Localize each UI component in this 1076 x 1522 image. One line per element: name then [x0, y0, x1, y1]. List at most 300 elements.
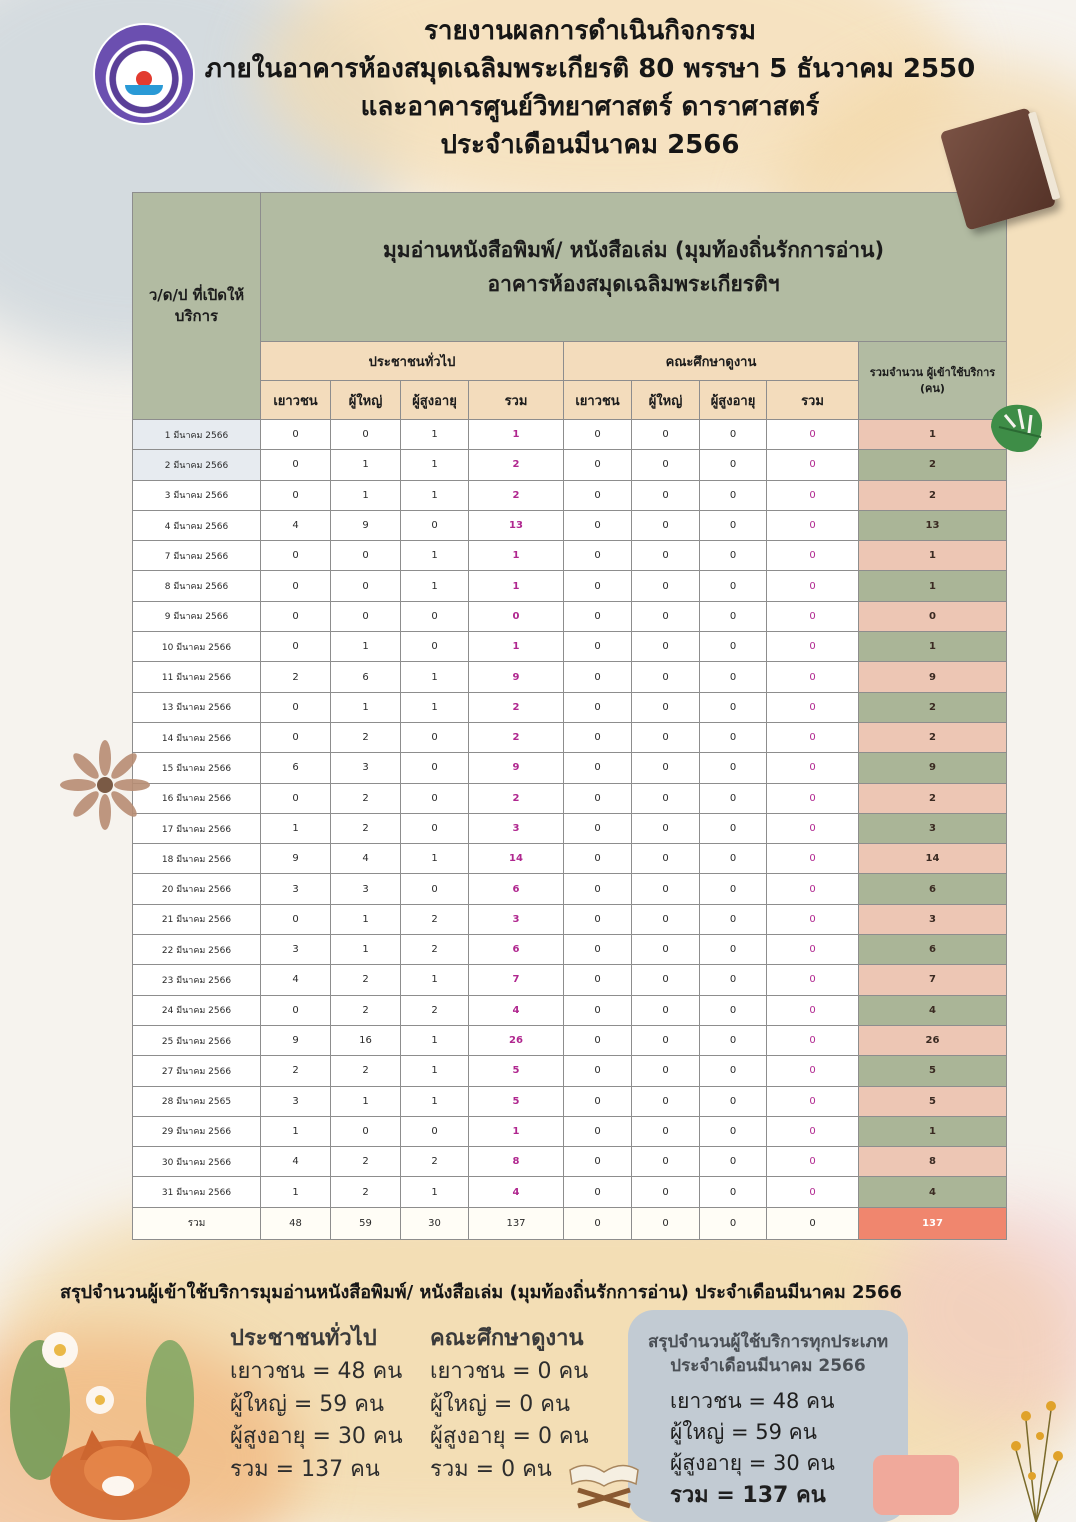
cell-public-elder: 1: [401, 692, 469, 722]
cell-study-elder: 0: [700, 1086, 767, 1116]
cell-study-sum: 0: [767, 783, 859, 813]
summary-public-adult: ผู้ใหญ่ = 59 คน: [230, 1391, 385, 1417]
cell-row-total: 5: [859, 1086, 1007, 1116]
summary-all-box: [628, 1310, 908, 1522]
cell-public-elder: 1: [401, 1025, 469, 1055]
cell-study-youth: 0: [564, 1056, 632, 1086]
row-date: 3 มีนาคม 2566: [133, 480, 261, 510]
cell-public-youth: 3: [261, 935, 331, 965]
summary-all-sum: รวม = 137 คน: [670, 1483, 826, 1508]
summary-public-sum: รวม = 137 คน: [230, 1456, 380, 1482]
summary-all-title-1: สรุปจำนวนผู้ใช้บริการทุกประเภท: [647, 1332, 889, 1352]
cell-row-total: 26: [859, 1025, 1007, 1055]
footer-study-sum: 0: [767, 1207, 859, 1239]
cell-public-sum: 14: [469, 844, 564, 874]
cell-public-elder: 2: [401, 995, 469, 1025]
cell-study-youth: 0: [564, 450, 632, 480]
cell-public-youth: 1: [261, 813, 331, 843]
cell-row-total: 8: [859, 1147, 1007, 1177]
cell-study-adult: 0: [632, 904, 700, 934]
table-row: [133, 753, 1007, 783]
summary-all-title: [628, 1330, 908, 1378]
cell-public-adult: 2: [331, 722, 401, 752]
cell-public-elder: 1: [401, 662, 469, 692]
cell-public-elder: 0: [401, 1116, 469, 1146]
cell-public-youth: 1: [261, 1116, 331, 1146]
cell-public-youth: 4: [261, 965, 331, 995]
summary-all-youth: เยาวชน = 48 คน: [670, 1389, 835, 1413]
cell-study-sum: 0: [767, 541, 859, 571]
title-line-4: ประจำเดือนมีนาคม 2566: [440, 130, 740, 160]
cell-study-elder: 0: [700, 662, 767, 692]
cell-study-adult: 0: [632, 783, 700, 813]
cell-study-adult: 0: [632, 813, 700, 843]
cell-public-sum: 3: [469, 813, 564, 843]
footer-public-youth: 48: [261, 1207, 331, 1239]
cell-public-sum: 26: [469, 1025, 564, 1055]
cell-study-sum: 0: [767, 1116, 859, 1146]
cell-study-elder: 0: [700, 541, 767, 571]
footer-public-adult: 59: [331, 1207, 401, 1239]
cell-public-elder: 1: [401, 571, 469, 601]
footer-label: รวม: [133, 1207, 261, 1239]
cell-public-sum: 5: [469, 1056, 564, 1086]
cell-public-adult: 1: [331, 692, 401, 722]
cell-study-youth: 0: [564, 1086, 632, 1116]
cell-public-adult: 6: [331, 662, 401, 692]
row-date: 13 มีนาคม 2566: [133, 692, 261, 722]
wildflower-illustration-icon: [996, 1380, 1076, 1522]
public-elder-header: ผู้สูงอายุ: [401, 381, 469, 420]
cell-study-youth: 0: [564, 935, 632, 965]
cell-study-elder: 0: [700, 480, 767, 510]
cell-study-youth: 0: [564, 692, 632, 722]
cell-public-elder: 0: [401, 753, 469, 783]
summary-all-title-2: ประจำเดือนมีนาคม 2566: [670, 1356, 866, 1376]
cell-public-adult: 2: [331, 1147, 401, 1177]
cell-public-adult: 0: [331, 420, 401, 450]
cell-study-sum: 0: [767, 601, 859, 631]
footer-public-elder: 30: [401, 1207, 469, 1239]
cell-public-elder: 1: [401, 420, 469, 450]
cell-public-sum: 4: [469, 995, 564, 1025]
group-header-public: ประชาชนทั่วไป: [261, 342, 564, 381]
cell-public-elder: 1: [401, 1086, 469, 1116]
cell-study-adult: 0: [632, 1177, 700, 1207]
cell-row-total: 1: [859, 541, 1007, 571]
cell-study-sum: 0: [767, 813, 859, 843]
row-date: 8 มีนาคม 2566: [133, 571, 261, 601]
cell-study-elder: 0: [700, 1177, 767, 1207]
table-row: [133, 1177, 1007, 1207]
footer-public-sum: 137: [469, 1207, 564, 1239]
cell-study-elder: 0: [700, 601, 767, 631]
flower-decoration-icon: [60, 740, 150, 830]
cell-public-adult: 1: [331, 480, 401, 510]
cell-study-elder: 0: [700, 722, 767, 752]
cell-public-sum: 1: [469, 632, 564, 662]
cell-study-sum: 0: [767, 722, 859, 752]
cell-study-adult: 0: [632, 753, 700, 783]
footer-study-elder: 0: [700, 1207, 767, 1239]
cell-row-total: 2: [859, 450, 1007, 480]
cell-public-adult: 2: [331, 1056, 401, 1086]
cell-public-sum: 6: [469, 935, 564, 965]
cell-row-total: 3: [859, 813, 1007, 843]
cell-public-adult: 16: [331, 1025, 401, 1055]
table-row: [133, 844, 1007, 874]
cell-row-total: 0: [859, 601, 1007, 631]
cell-study-youth: 0: [564, 1025, 632, 1055]
cell-study-youth: 0: [564, 965, 632, 995]
cell-study-youth: 0: [564, 813, 632, 843]
cell-study-adult: 0: [632, 844, 700, 874]
cell-public-sum: 2: [469, 692, 564, 722]
cell-row-total: 4: [859, 1177, 1007, 1207]
row-date: 28 มีนาคม 2565: [133, 1086, 261, 1116]
cell-public-youth: 3: [261, 1086, 331, 1116]
cell-study-elder: 0: [700, 995, 767, 1025]
cell-public-youth: 0: [261, 480, 331, 510]
cell-study-sum: 0: [767, 662, 859, 692]
cell-public-sum: 8: [469, 1147, 564, 1177]
cell-public-elder: 2: [401, 935, 469, 965]
row-date: 18 มีนาคม 2566: [133, 844, 261, 874]
cell-public-elder: 2: [401, 904, 469, 934]
cell-study-sum: 0: [767, 935, 859, 965]
cell-public-elder: 0: [401, 813, 469, 843]
cell-public-adult: 2: [331, 995, 401, 1025]
cell-public-youth: 9: [261, 1025, 331, 1055]
cell-study-adult: 0: [632, 1147, 700, 1177]
cell-study-sum: 0: [767, 1086, 859, 1116]
cell-study-youth: 0: [564, 783, 632, 813]
cell-public-youth: 0: [261, 420, 331, 450]
row-date: 22 มีนาคม 2566: [133, 935, 261, 965]
cell-public-adult: 1: [331, 904, 401, 934]
cell-study-youth: 0: [564, 904, 632, 934]
cell-study-sum: 0: [767, 1177, 859, 1207]
cell-study-youth: 0: [564, 1116, 632, 1146]
cell-public-sum: 0: [469, 601, 564, 631]
summary-study-youth: เยาวชน = 0 คน: [430, 1359, 589, 1384]
summary-heading: สรุปจำนวนผู้เข้าใช้บริการมุมอ่านหนังสือพิมพ์/ หนังสือเล่ม (มุมท้องถิ่นรักการอ่าน) ประจำเดือนมีนาคม 2566: [60, 1282, 903, 1303]
cell-row-total: 1: [859, 420, 1007, 450]
cell-public-youth: 0: [261, 995, 331, 1025]
row-date: 29 มีนาคม 2566: [133, 1116, 261, 1146]
cell-study-adult: 0: [632, 541, 700, 571]
cell-row-total: 9: [859, 753, 1007, 783]
cell-study-elder: 0: [700, 904, 767, 934]
cell-public-sum: 5: [469, 1086, 564, 1116]
cell-row-total: 1: [859, 1116, 1007, 1146]
decorative-pink-box: [873, 1455, 959, 1515]
summary-all-elder: ผู้สูงอายุ = 30 คน: [670, 1451, 835, 1475]
cell-public-sum: 13: [469, 510, 564, 540]
table-row: [133, 1056, 1007, 1086]
cell-public-youth: 0: [261, 783, 331, 813]
study-elder-header: ผู้สูงอายุ: [700, 381, 767, 420]
monstera-leaf-icon: [985, 397, 1047, 459]
cell-study-adult: 0: [632, 480, 700, 510]
cell-public-elder: 0: [401, 722, 469, 752]
date-column-header: ว/ด/ป ที่เปิดให้บริการ: [133, 193, 261, 420]
table-footer-row: [133, 1207, 1007, 1239]
cell-study-elder: 0: [700, 783, 767, 813]
cell-row-total: 13: [859, 510, 1007, 540]
main-title-cell: [261, 193, 1007, 342]
cell-public-adult: 3: [331, 874, 401, 904]
table-row: [133, 813, 1007, 843]
row-date: 27 มีนาคม 2566: [133, 1056, 261, 1086]
summary-public-elder: ผู้สูงอายุ = 30 คน: [230, 1424, 403, 1450]
cell-public-youth: 4: [261, 1147, 331, 1177]
cell-public-sum: 4: [469, 1177, 564, 1207]
cell-study-elder: 0: [700, 571, 767, 601]
cell-public-adult: 0: [331, 1116, 401, 1146]
cell-study-elder: 0: [700, 874, 767, 904]
cell-study-adult: 0: [632, 1116, 700, 1146]
cell-study-sum: 0: [767, 692, 859, 722]
cell-study-adult: 0: [632, 510, 700, 540]
cell-study-adult: 0: [632, 632, 700, 662]
cell-study-sum: 0: [767, 995, 859, 1025]
cell-public-adult: 1: [331, 1086, 401, 1116]
cell-public-youth: 0: [261, 450, 331, 480]
cell-public-youth: 0: [261, 904, 331, 934]
row-date: 20 มีนาคม 2566: [133, 874, 261, 904]
row-date: 23 มีนาคม 2566: [133, 965, 261, 995]
summary-study: [430, 1322, 589, 1486]
row-date: 1 มีนาคม 2566: [133, 420, 261, 450]
cell-study-adult: 0: [632, 601, 700, 631]
cell-study-youth: 0: [564, 662, 632, 692]
cell-study-adult: 0: [632, 571, 700, 601]
cell-study-sum: 0: [767, 904, 859, 934]
cell-study-adult: 0: [632, 692, 700, 722]
cell-study-elder: 0: [700, 965, 767, 995]
cell-study-youth: 0: [564, 874, 632, 904]
cell-public-elder: 0: [401, 601, 469, 631]
study-adult-header: ผู้ใหญ่: [632, 381, 700, 420]
cell-study-youth: 0: [564, 722, 632, 752]
cell-study-adult: 0: [632, 1025, 700, 1055]
cell-public-sum: 1: [469, 541, 564, 571]
cell-public-adult: 9: [331, 510, 401, 540]
cell-study-adult: 0: [632, 965, 700, 995]
table-row: [133, 965, 1007, 995]
table-row: [133, 450, 1007, 480]
cell-study-sum: 0: [767, 844, 859, 874]
cell-public-youth: 0: [261, 601, 331, 631]
table-row: [133, 571, 1007, 601]
cell-public-elder: 1: [401, 541, 469, 571]
row-date: 30 มีนาคม 2566: [133, 1147, 261, 1177]
cell-public-elder: 0: [401, 874, 469, 904]
cell-row-total: 6: [859, 874, 1007, 904]
cell-public-youth: 3: [261, 874, 331, 904]
cell-public-adult: 1: [331, 632, 401, 662]
cell-study-sum: 0: [767, 1025, 859, 1055]
title-line-3: และอาคารศูนย์วิทยาศาสตร์ ดาราศาสตร์: [360, 92, 820, 122]
cell-public-sum: 9: [469, 662, 564, 692]
cell-study-sum: 0: [767, 571, 859, 601]
cell-study-elder: 0: [700, 420, 767, 450]
cell-public-youth: 2: [261, 1056, 331, 1086]
summary-study-elder: ผู้สูงอายุ = 0 คน: [430, 1424, 589, 1450]
cell-study-youth: 0: [564, 844, 632, 874]
study-sum-header: รวม: [767, 381, 859, 420]
cell-study-youth: 0: [564, 480, 632, 510]
page-title: [150, 12, 1030, 164]
table-row: [133, 541, 1007, 571]
summary-study-adult: ผู้ใหญ่ = 0 คน: [430, 1391, 571, 1417]
table-row: [133, 783, 1007, 813]
cell-study-adult: 0: [632, 420, 700, 450]
cell-row-total: 1: [859, 632, 1007, 662]
cell-study-elder: 0: [700, 450, 767, 480]
cell-study-youth: 0: [564, 420, 632, 450]
cell-public-adult: 0: [331, 601, 401, 631]
row-date: 14 มีนาคม 2566: [133, 722, 261, 752]
summary-study-sum: รวม = 0 คน: [430, 1456, 552, 1482]
table-body: [133, 420, 1007, 1208]
cell-study-sum: 0: [767, 1147, 859, 1177]
table-row: [133, 420, 1007, 450]
cell-public-adult: 0: [331, 541, 401, 571]
cell-public-youth: 6: [261, 753, 331, 783]
cell-public-youth: 0: [261, 632, 331, 662]
cell-public-elder: 1: [401, 450, 469, 480]
footer-grand-total: 137: [859, 1207, 1007, 1239]
cell-study-elder: 0: [700, 844, 767, 874]
summary-public-youth: เยาวชน = 48 คน: [230, 1359, 403, 1384]
activity-table: [132, 192, 1007, 1240]
cell-public-sum: 2: [469, 722, 564, 752]
cell-study-adult: 0: [632, 662, 700, 692]
cell-study-sum: 0: [767, 965, 859, 995]
study-youth-header: เยาวชน: [564, 381, 632, 420]
row-date: 21 มีนาคม 2566: [133, 904, 261, 934]
row-date: 31 มีนาคม 2566: [133, 1177, 261, 1207]
cell-public-elder: 2: [401, 1147, 469, 1177]
cell-public-elder: 1: [401, 965, 469, 995]
row-date: 2 มีนาคม 2566: [133, 450, 261, 480]
cell-study-elder: 0: [700, 692, 767, 722]
cell-study-sum: 0: [767, 753, 859, 783]
cell-study-sum: 0: [767, 450, 859, 480]
table-row: [133, 662, 1007, 692]
cell-public-youth: 9: [261, 844, 331, 874]
cell-study-adult: 0: [632, 874, 700, 904]
row-date: 9 มีนาคม 2566: [133, 601, 261, 631]
row-date: 16 มีนาคม 2566: [133, 783, 261, 813]
cell-study-adult: 0: [632, 722, 700, 752]
table-row: [133, 1116, 1007, 1146]
cell-public-sum: 9: [469, 753, 564, 783]
cell-study-elder: 0: [700, 1116, 767, 1146]
row-date: 7 มีนาคม 2566: [133, 541, 261, 571]
cell-public-adult: 1: [331, 450, 401, 480]
cell-public-adult: 2: [331, 965, 401, 995]
cell-public-sum: 3: [469, 904, 564, 934]
cell-study-youth: 0: [564, 510, 632, 540]
footer-study-adult: 0: [632, 1207, 700, 1239]
cell-public-youth: 0: [261, 692, 331, 722]
cell-study-adult: 0: [632, 935, 700, 965]
cell-study-adult: 0: [632, 1086, 700, 1116]
cell-study-sum: 0: [767, 632, 859, 662]
cell-public-sum: 2: [469, 480, 564, 510]
cell-study-youth: 0: [564, 753, 632, 783]
cell-public-elder: 1: [401, 844, 469, 874]
cell-study-elder: 0: [700, 1147, 767, 1177]
row-date: 17 มีนาคม 2566: [133, 813, 261, 843]
row-date: 10 มีนาคม 2566: [133, 632, 261, 662]
cell-public-adult: 1: [331, 935, 401, 965]
group-header-study: คณะศึกษาดูงาน: [564, 342, 859, 381]
public-sum-header: รวม: [469, 381, 564, 420]
table-row: [133, 995, 1007, 1025]
cell-study-youth: 0: [564, 1147, 632, 1177]
cell-public-sum: 2: [469, 783, 564, 813]
main-title-line-2: อาคารห้องสมุดเฉลิมพระเกียรติฯ: [487, 272, 780, 296]
cell-study-sum: 0: [767, 420, 859, 450]
cell-public-elder: 0: [401, 783, 469, 813]
main-title-line-1: มุมอ่านหนังสือพิมพ์/ หนังสือเล่ม (มุมท้องถิ่นรักการอ่าน): [382, 238, 885, 262]
table-row: [133, 1147, 1007, 1177]
table-row: [133, 935, 1007, 965]
cell-public-adult: 2: [331, 1177, 401, 1207]
cell-row-total: 5: [859, 1056, 1007, 1086]
cell-row-total: 2: [859, 480, 1007, 510]
table-row: [133, 510, 1007, 540]
cell-public-elder: 0: [401, 510, 469, 540]
cell-public-sum: 1: [469, 1116, 564, 1146]
cell-row-total: 2: [859, 692, 1007, 722]
row-date: 15 มีนาคม 2566: [133, 753, 261, 783]
cell-row-total: 9: [859, 662, 1007, 692]
row-date: 4 มีนาคม 2566: [133, 510, 261, 540]
cell-row-total: 4: [859, 995, 1007, 1025]
fox-illustration-icon: [0, 1290, 220, 1522]
cell-study-youth: 0: [564, 1177, 632, 1207]
cell-study-sum: 0: [767, 480, 859, 510]
cell-study-sum: 0: [767, 1056, 859, 1086]
cell-row-total: 2: [859, 722, 1007, 752]
cell-public-adult: 0: [331, 571, 401, 601]
cell-study-youth: 0: [564, 995, 632, 1025]
table-row: [133, 904, 1007, 934]
cell-public-youth: 0: [261, 722, 331, 752]
summary-study-title: คณะศึกษาดูงาน: [430, 1326, 584, 1351]
table-row: [133, 480, 1007, 510]
cell-study-elder: 0: [700, 935, 767, 965]
cell-study-elder: 0: [700, 753, 767, 783]
table-row: [133, 1086, 1007, 1116]
title-line-1: รายงานผลการดำเนินกิจกรรม: [423, 16, 757, 46]
summary-public: [230, 1322, 403, 1486]
cell-public-sum: 7: [469, 965, 564, 995]
cell-study-elder: 0: [700, 1056, 767, 1086]
cell-public-youth: 2: [261, 662, 331, 692]
cell-public-youth: 0: [261, 541, 331, 571]
cell-study-sum: 0: [767, 510, 859, 540]
cell-row-total: 2: [859, 783, 1007, 813]
cell-public-adult: 4: [331, 844, 401, 874]
cell-public-elder: 1: [401, 1177, 469, 1207]
cell-row-total: 3: [859, 904, 1007, 934]
